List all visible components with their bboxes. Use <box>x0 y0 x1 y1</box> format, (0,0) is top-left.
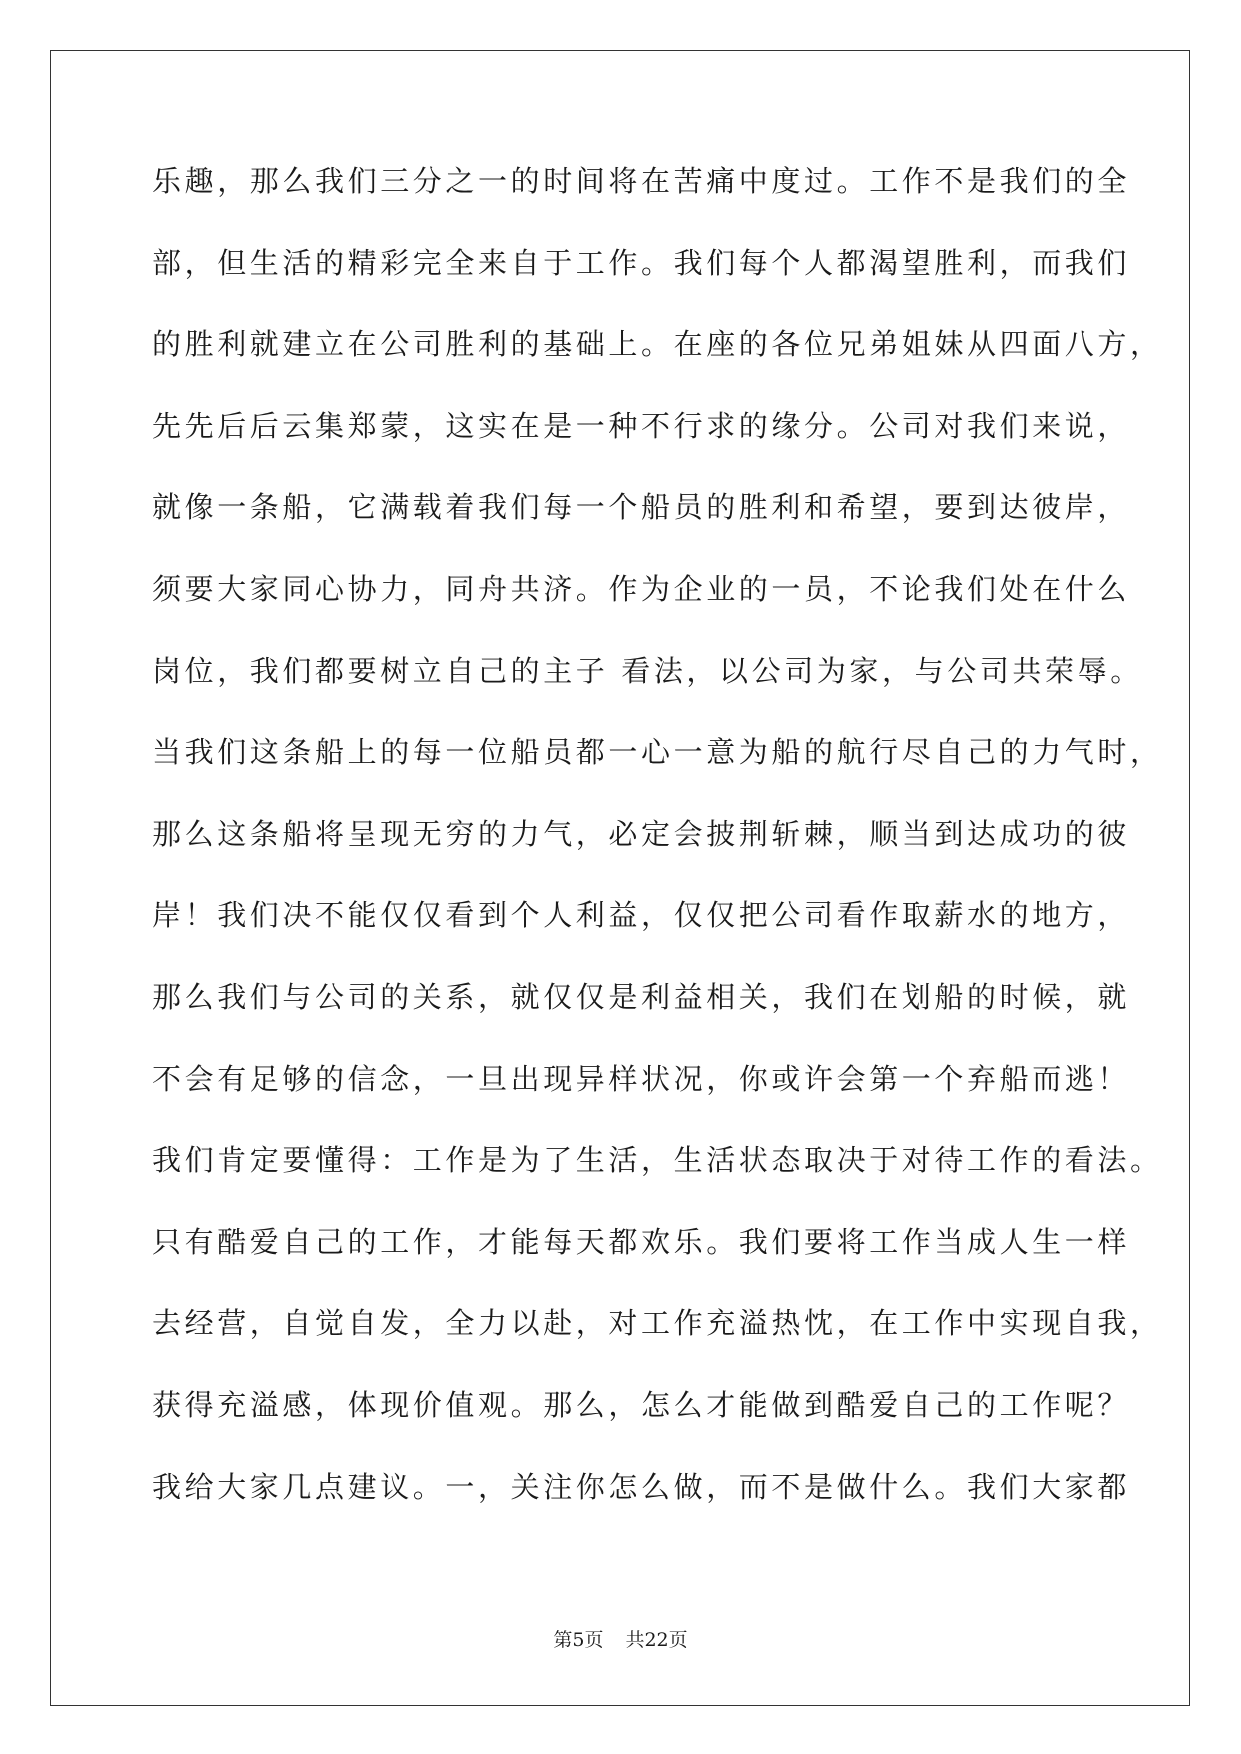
text-line: 那么我们与公司的关系，就仅仅是利益相关，我们在划船的时候，就 <box>152 979 1131 1014</box>
text-line: 就像一条船，它满载着我们每一个船员的胜利和希望，要到达彼岸， <box>152 490 1131 525</box>
text-line: 乐趣，那么我们三分之一的时间将在苦痛中度过。工作不是我们的全 <box>152 164 1131 198</box>
text-line: 不会有足够的信念，一旦出现异样状况，你或许会第一个弃船而逃！ <box>152 1061 1131 1096</box>
body-text <box>152 161 1163 1548</box>
text-line: 先先后后云集郑蒙，这实在是一种不行求的缘分。公司对我们来说， <box>152 408 1131 443</box>
text-line: 部，但生活的精彩完全来自于工作。我们每个人都渴望胜利，而我们 <box>152 245 1131 280</box>
page-footer <box>0 1628 1241 1652</box>
total-pages: 共22页 <box>625 1629 688 1651</box>
text-line: 那么这条船将呈现无穷的力气，必定会披荆斩棘，顺当到达成功的彼 <box>152 816 1131 851</box>
text-line: 岗位，我们都要树立自己的主子 看法，以公司为家，与公司共荣辱。 <box>152 653 1143 688</box>
text-line: 的胜利就建立在公司胜利的基础上。在座的各位兄弟姐妹从四面八方， <box>152 327 1163 362</box>
text-line: 须要大家同心协力，同舟共济。作为企业的一员，不论我们处在什么 <box>152 571 1131 606</box>
text-line: 我给大家几点建议。一，关注你怎么做，而不是做什么。我们大家都 <box>152 1469 1131 1504</box>
text-line: 获得充溢感，体现价值观。那么，怎么才能做到酷爱自己的工作呢？ <box>152 1387 1131 1422</box>
current-page-number: 第5页 <box>553 1629 604 1651</box>
text-line: 当我们这条船上的每一位船员都一心一意为船的航行尽自己的力气时， <box>152 735 1163 770</box>
text-line: 岸！我们决不能仅仅看到个人利益，仅仅把公司看作取薪水的地方， <box>152 898 1131 933</box>
text-line: 去经营，自觉自发，全力以赴，对工作充溢热忱，在工作中实现自我， <box>152 1306 1163 1341</box>
text-line: 我们肯定要懂得：工作是为了生活，生活状态取决于对待工作的看法。 <box>152 1143 1163 1178</box>
text-line: 只有酷爱自己的工作，才能每天都欢乐。我们要将工作当成人生一样 <box>152 1224 1131 1259</box>
